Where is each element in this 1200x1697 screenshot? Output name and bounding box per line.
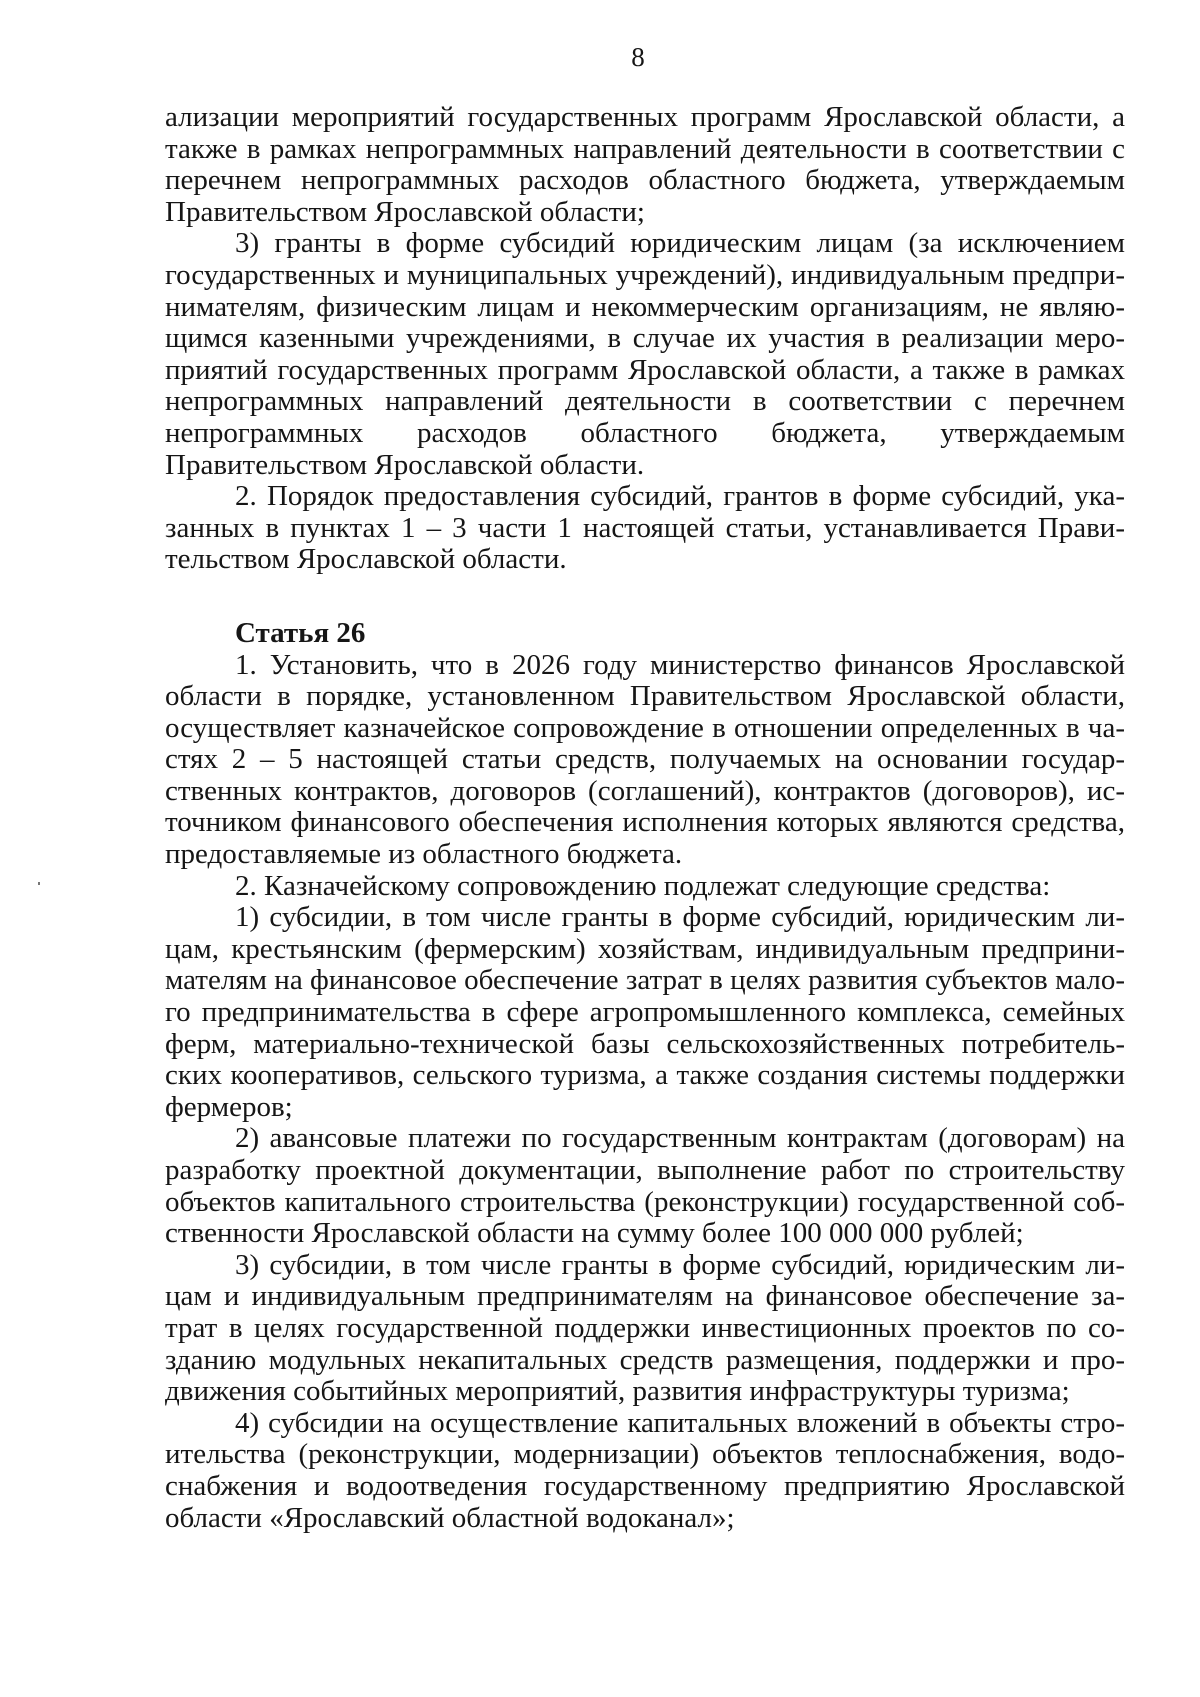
- article-item-1: 1) субсидии, в том числе гранты в форме субсидий, юридическим лицам, крестьянским (фермерским) хозяйствам, индивидуальным предпринимателям на финансовое обеспечение затрат в целях развития субъектов малого предпринимательства в сфере агропромышленного комплекса, семейных ферм, материально-технической базы сельскохозяйственных потребительских кооперативов, сельского туризма, а также создания системы поддержки фермеров;: [165, 901, 1125, 1123]
- paragraph-item-3-grants: 3) гранты в форме субсидий юридическим лицам (за исключением государственных и муниципальных учреждений), индивидуальным предпринимателям, физическим лицам и некоммерческим организациям, не являющимся казенными учреждениями, в случае их участия в реализации мероприятий государственных программ Ярославской области, а также в рамках непрограммных направлений деятельности в соответствии с перечнем непрограммных расходов областного бюджета, утверждаемым Правительством Ярославской области.: [165, 227, 1125, 481]
- article-paragraph-2: 2. Казначейскому сопровождению подлежат следующие средства:: [235, 869, 1051, 902]
- page-number: 8: [631, 42, 645, 72]
- article-heading: Статья 26: [235, 616, 366, 649]
- paragraph-continuation: ализации мероприятий государственных программ Ярославской области, а также в рамках непрограммных направлений деятельности в соответствии с перечнем непрограммных расходов областного бюджета, утверждаемым Правительством Ярославской области;: [165, 101, 1125, 228]
- scan-speck: [38, 882, 40, 885]
- article-item-2: 2) авансовые платежи по государственным контрактам (договорам) на разработку проектной документации, выполнение работ по строительству объектов капитального строительства (реконструкции) государственной собственности Ярославской области на сумму более 100 000 000 рублей;: [165, 1122, 1125, 1250]
- document-body: [165, 102, 1125, 1534]
- article-paragraph-1: 1. Установить, что в 2026 году министерство финансов Ярославской области в порядке, установленном Правительством Ярославской области, осуществляет казначейское сопровождение в отношении определенных в частях 2 – 5 настоящей статьи средств, получаемых на основании государственных контрактов, договоров (соглашений), контрактов (договоров), источником финансового обеспечения исполнения которых являются средства, предоставляемые из областного бюджета.: [165, 648, 1125, 871]
- paragraph-part-2-procedure: 2. Порядок предоставления субсидий, грантов в форме субсидий, указанных в пунктах 1 – 3 части 1 настоящей статьи, устанавливается Правительством Ярославской области.: [165, 480, 1125, 576]
- article-item-3: 3) субсидии, в том числе гранты в форме субсидий, юридическим лицам и индивидуальным предпринимателям на финансовое обеспечение затрат в целях государственной поддержки инвестиционных проектов по созданию модульных некапитальных средств размещения, поддержки и продвижения событийных мероприятий, развития инфраструктуры туризма;: [165, 1248, 1125, 1408]
- article-item-4: 4) субсидии на осуществление капитальных вложений в объекты строительства (реконструкции, модернизации) объектов теплоснабжения, водоснабжения и водоотведения государственному предприятию Ярославской области «Ярославский областной водоканал»;: [165, 1406, 1125, 1534]
